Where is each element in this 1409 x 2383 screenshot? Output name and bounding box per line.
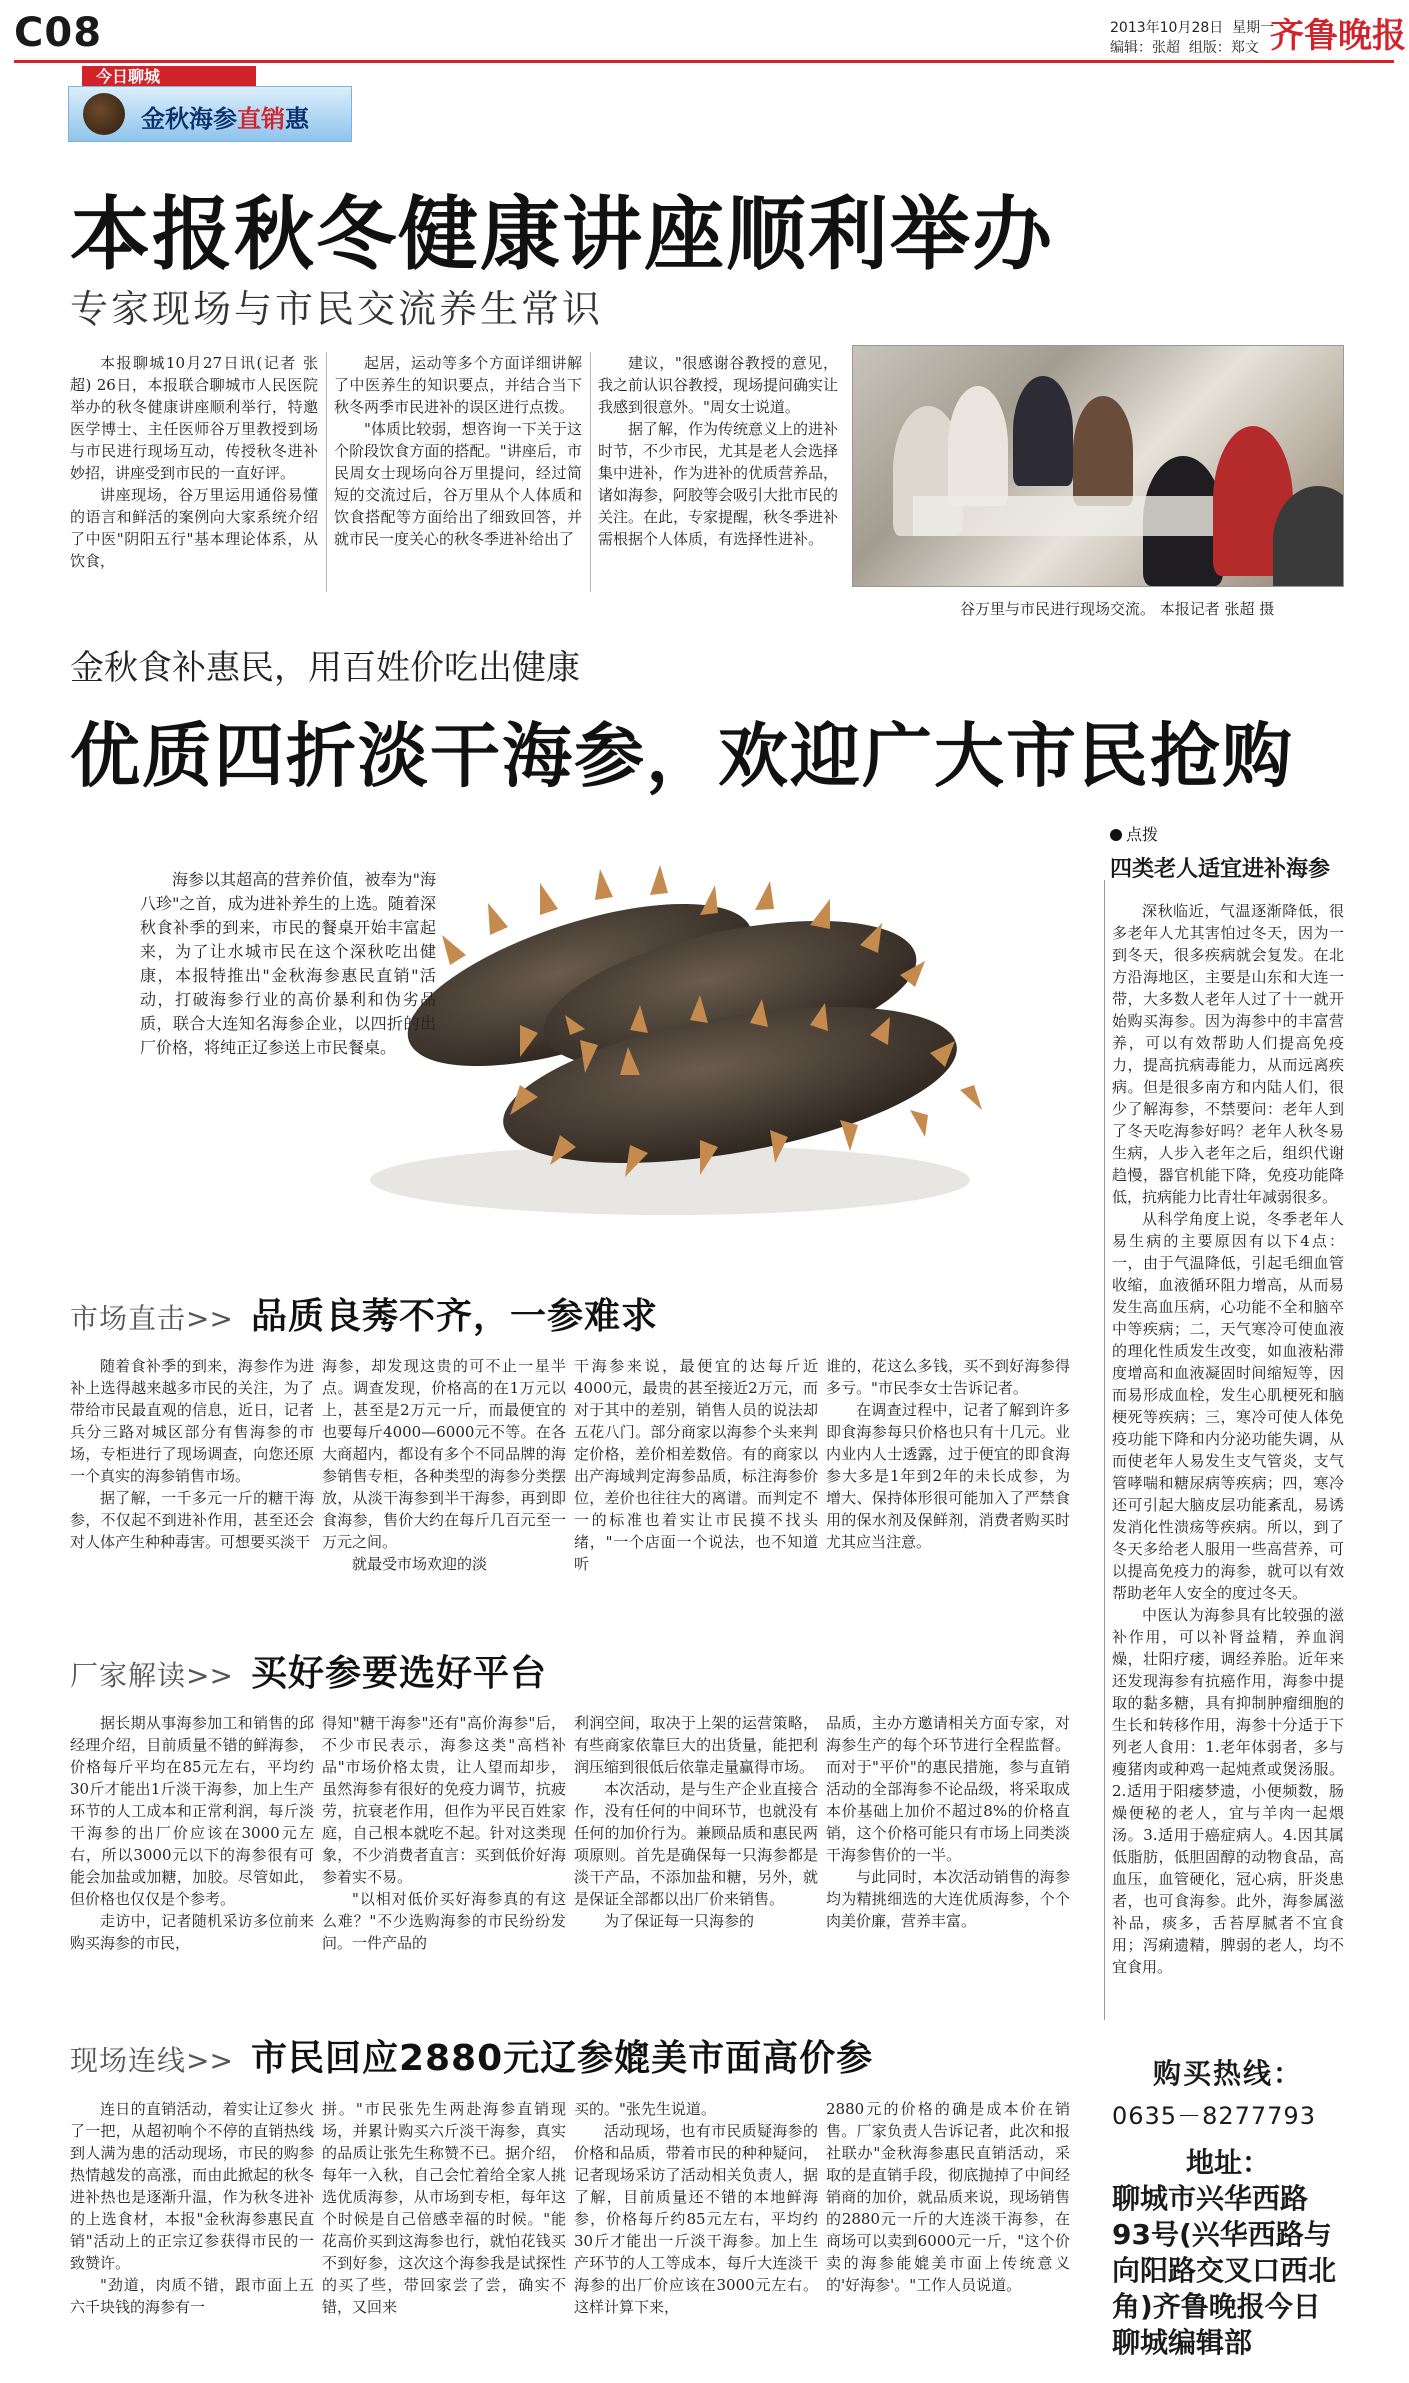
hotline-label: 购买热线：	[1152, 2057, 1303, 2090]
contact-box	[1112, 2052, 1344, 2361]
address-label: 地址：	[1185, 2146, 1270, 2179]
sec3-col4: 2880元的价格的确是成本价在销售。厂家负责人告诉记者，此次和报社联办"金秋海参惠民直销活动，采取的是直销手段，彻底抛掉了中间经销商的加价，就品质来说，现场销售的2880元一斤的大连淡干海参，在商场可以卖到6000元一斤，"这个价卖的海参能媲美市面上传统意义的'好海参'。"工作人员说道。	[826, 2100, 1070, 2294]
designer: 组版：郑文	[1188, 40, 1259, 56]
section-live: 现场连线>> 市民回应2880元辽参媲美市面高价参	[70, 2038, 874, 2079]
story1-col2: 起居，运动等多个方面详细讲解了中医养生的知识要点，并结合当下秋冬两季市民进补的误区进行点拨。 "体质比较弱，想咨询一下关于这个阶段饮食方面的搭配。"讲座后，市民周女士现场向谷万里提问，经过简短的交流过后，谷万里从个人体质和饮食搭配等方面给出了细致回答，并就市民一度关心的秋冬季进补给出了	[334, 354, 582, 548]
sec1-col2: 海参，却发现这贵的可不止一星半点。调查发现，价格高的在1万元以上，甚至是2万元一斤，而最便宜的也要每斤4000—6000元不等。在各大商超内，都设有多个不同品牌的海参销售专柜，各种类型的海参分类摆放，从淡干海参到半干海参，再到即食海参，售价大约在每斤几百元至一万元之间。 就最受市场欢迎的淡	[322, 1357, 566, 1573]
sec3-col1: 连日的直销活动，着实让辽参火了一把，从超初响个不停的直销热线到人满为患的活动现场，市民的购参热情越发的高涨，而由此掀起的秋冬进补热也是逐渐升温，作为秋冬进补的上选食材，本报"金秋海参惠民直销"活动上的正宗辽参获得市民的一致赞许。 "劲道，肉质不错，跟市面上五六千块钱的海参有一	[70, 2100, 314, 2316]
banner-text: 金秋海参直销惠	[141, 105, 309, 133]
lecture-photo	[852, 345, 1344, 587]
page-number: C08	[14, 10, 103, 56]
sec2-col3: 利润空间，取决于上架的运营策略，有些商家依靠巨大的出货量，能把利润压缩到很低后依靠走量赢得市场。 本次活动，是与生产企业直接合作，没有任何的中间环节，也就没有任何的加价行为。兼顾品质和惠民两项原则。首先是确保每一只海参都是淡干产品，不添加盐和糖，另外，就是保证全部都以出厂价来销售。 为了保证每一只海参的	[574, 1714, 818, 1930]
story2-intro: 海参以其超高的营养价值，被奉为"海八珍"之首，成为进补养生的上选。随着深秋食补季的到来，市民的餐桌开始丰富起来，为了让水城市民在这个深秋吃出健康，本报特推出"金秋海参惠民直销"活动，打破海参行业的高价暴利和伪劣品质，联合大连知名海参企业，以四折的出厂价格，将纯正辽参送上市民餐桌。	[140, 870, 436, 1057]
story2-headline: 优质四折淡干海参，欢迎广大市民抢购	[70, 715, 1294, 797]
story1-col3: 建议，"很感谢谷教授的意见，我之前认识谷教授，现场提问确实让我感到很意外。"周女士说道。 据了解，作为传统意义上的进补时节，不少市民，尤其是老人会选择集中进补，作为进补的优质营养品，诸如海参，阿胶等会吸引大批市民的关注。在此，专家提醒，秋冬季进补需根据个人体质，有选择性进补。	[598, 354, 838, 548]
story2-kicker: 金秋食补惠民，用百姓价吃出健康	[70, 648, 580, 688]
issue-date: 2013年10月28日	[1110, 20, 1224, 36]
story1-col1: 本报聊城10月27日讯(记者 张超) 26日，本报联合聊城市人民医院举办的秋冬健康讲座顺利举行，特邀医学博士、主任医师谷万里教授到场与市民进行现场互动，传授秋冬进补妙招，讲座受到市民的一直好评。 讲座现场，谷万里运用通俗易懂的语言和鲜活的案例向大家系统介绍了中医"阴阳五行"基本理论体系，从饮食，	[70, 354, 318, 570]
sidebar-divider	[1104, 880, 1105, 2020]
sidebar-title: 四类老人适宜进补海参	[1110, 857, 1331, 882]
section-factory: 厂家解读>> 买好参要选好平台	[70, 1653, 547, 1694]
sec3-col2: 拼。"市民张先生两赴海参直销现场，并累计购买六斤淡干海参，真实的品质让张先生称赞不已。据介绍，每年一入秋，自己会忙着给全家人挑选优质海参，从市场到专柜，每年这个时候是自己倍感幸福的时候。"能花高价买到这海参也行，就怕花钱买不到好参，这次这个海参我是试探性的买了些，带回家尝了尝，确实不错，又回来	[322, 2100, 566, 2316]
issue-weekday: 星期一	[1232, 20, 1275, 36]
header-rule	[14, 60, 1394, 63]
promo-banner	[68, 86, 352, 142]
photo-caption: 谷万里与市民进行现场交流。 本报记者 张超 摄	[960, 600, 1275, 618]
editor: 编辑：张超	[1110, 40, 1180, 56]
column-tag: 今日聊城	[82, 66, 256, 88]
sea-cucumber-image	[370, 785, 1020, 1225]
sidebar-tag: 点拨	[1110, 822, 1158, 845]
sea-cucumber-icon	[83, 93, 125, 135]
hotline-number: 0635－8277793	[1112, 2102, 1316, 2130]
sec2-col1: 据长期从事海参加工和销售的邱经理介绍，目前质量不错的鲜海参，价格每斤平均在85元左右，平均约30斤才能出1斤淡干海参，加上生产环节的人工成本和正常利润，每斤淡干海参的出厂价应该在3000元左右，所以3000元以下的海参很有可能会加盐或加糖，加胶。尽管如此，但价格也仅仅是个参考。 走访中，记者随机采访多位前来购买海参的市民，	[70, 1714, 314, 1952]
story1-subhead: 专家现场与市民交流养生常识	[70, 287, 604, 331]
sidebar-body: 深秋临近，气温逐渐降低，很多老年人尤其害怕过冬天，因为一到冬天，很多疾病就会复发。在北方沿海地区，主要是山东和大连一带，大多数人老年人过了十一就开始购买海参。因为海参中的丰富营养，可以有效帮助人们提高免疫力，提高抗病毒能力，从而远离疾病。但是很多南方和内陆人们，很少了解海参，不禁要问：老年人到了冬天吃海参好吗？老年人秋冬易生病，人步入老年之后，组织代谢趋慢，器官机能下降，免疫功能降低，抗病能力比青壮年减弱很多。 从科学角度上说，冬季老年人易生病的主要原因有以下4点：一，由于气温降低，引起毛细血管收缩，血液循环阻力增高，从而易发生高血压病，心功能不全和脑卒中等疾病；二，天气寒冷可使血液的理化性质发生改变，如血液粘滞度增高和血液凝固时间缩短等，因而易形成血栓，发生心肌梗死和脑梗死等疾病；三，寒冷可使人体免疫功能下降和内分泌功能失调，从而使老年人易发生支气管炎，支气管哮喘和糖尿病等疾病；四，寒冷还可引起大脑皮层功能紊乱，易诱发消化性溃疡等疾病。所以，到了冬天多给老人服用一些高营养，可以提高免疫力的海参，就可以有效帮助老年人安全的度过冬天。 中医认为海参具有比较强的滋补作用，可以补肾益精，养血润燥，壮阳疗痿，调经养胎。近年来还发现海参有抗癌作用，海参中提取的黏多糖，具有抑制肿瘤细胞的生长和转移作用，海参十分适于下列老人食用：1.老年体弱者，多与瘦猪肉或种鸡一起炖煮或煲汤服。2.适用于阳痿梦遗，小便频数，肠燥便秘的老人，宜与羊肉一起煨汤。3.适用于癌症病人。4.因其属低脂肪，低胆固醇的动物食品，高血压，血管硬化，冠心病，肝炎患者，也可食海参。此外，海参属滋补品，痰多，舌苔厚腻者不宜食用；泻痢遗精，脾弱的老人，均不宜食用。	[1112, 902, 1344, 1976]
story1-headline: 本报秋冬健康讲座顺利举办	[70, 188, 1054, 281]
address-text: 聊城市兴华西路93号(兴华西路与向阳路交叉口西北角)齐鲁晚报今日聊城编辑部	[1112, 2182, 1337, 2359]
issue-meta	[1110, 18, 1274, 58]
section-market: 市场直击>> 品质良莠不齐，一参难求	[70, 1296, 658, 1337]
sec3-col3: 买的。"张先生说道。 活动现场，也有市民质疑海参的价格和品质，带着市民的种种疑问，记者现场采访了活动相关负责人，据了解，目前质量还不错的本地鲜海参，价格每斤约85元左右，平均约30斤才能出一斤淡干海参。加上生产环节的人工等成本，每斤大连淡干海参的出厂价应该在3000元左右。这样计算下来，	[574, 2100, 818, 2316]
sec2-col2: 得知"糖干海参"还有"高价海参"后，不少市民表示，海参这类"高档补品"市场价格太贵，让人望而却步，虽然海参有很好的免疫力调节，抗疲劳，抗衰老作用，但作为平民百姓家庭，自己根本就吃不起。针对这类现象，不少消费者直言：买到低价好海参着实不易。 "以相对低价买好海参真的有这么难？"不少选购海参的市民纷纷发问。一件产品的	[322, 1714, 566, 1952]
sec1-col3: 干海参来说，最便宜的达每斤近4000元，最贵的甚至接近2万元，而对于其中的差别，销售人员的说法却五花八门。部分商家以海参个头来判定价格，差价相差数倍。有的商家以出产海域判定海参品质，标注海参价位，差价也往往大的离谱。而判定不一的标准也着实让市民摸不找头绪，"一个店面一个说法，也不知道听	[574, 1357, 818, 1573]
sec2-col4: 品质，主办方邀请相关方面专家，对海参生产的每个环节进行全程监督。而对于"平价"的惠民措施，参与直销活动的全部海参不论品级，将采取成本价基础上加价不超过8%的价格直销，这个价格可能只有市场上同类淡干海参售价的一半。 与此同时，本次活动销售的海参均为精挑细选的大连优质海参，个个肉美价廉，营养丰富。	[826, 1714, 1070, 1930]
paper-logo: 齐鲁晚报	[1270, 16, 1406, 56]
sec1-col1: 随着食补季的到来，海参作为进补上选得越来越多市民的关注，为了带给市民最直观的信息，近日，记者兵分三路对城区部分有售海参的市场，专柜进行了现场调查，向您还原一个真实的海参销售市场。 据了解，一千多元一斤的糖干海参，不仅起不到进补作用，甚至还会对人体产生种种毒害。可想要买淡干	[70, 1357, 314, 1551]
sec1-col4: 谁的，花这么多钱，买不到好海参得多亏。"市民李女士告诉记者。 在调查过程中，记者了解到许多即食海参每只价格也只有十几元。业内业内人士透露，过于便宜的即食海参大多是1年到2年的未长成参，为增大、保持体形很可能加入了严禁食用的保水剂及保鲜剂，消费者购买时尤其应当注意。	[826, 1357, 1070, 1551]
bullet-icon	[1110, 829, 1122, 841]
